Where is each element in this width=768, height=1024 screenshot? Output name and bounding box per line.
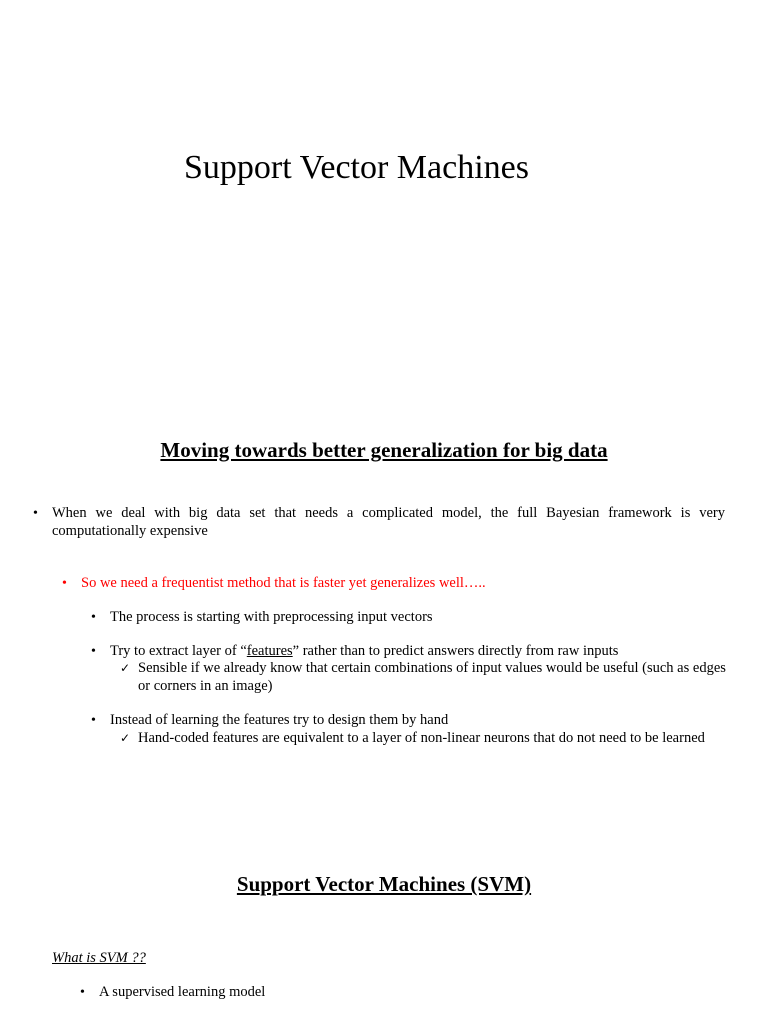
bullet-bayesian-cost: When we deal with big data set that needs a complicated model, the full Bayesian framework is very computationally expensive [52,505,725,539]
check-sensible-features: Sensible if we already know that certain combinations of input values would be useful (such as edges or corners in an image) [138,660,726,694]
bullet-icon: • [91,610,96,625]
bullet-design-by-hand: Instead of learning the features try to design them by hand [110,712,449,728]
bullet-frequentist-method: So we need a frequentist method that is faster yet generalizes well….. [81,575,486,591]
check-hand-coded-features: Hand-coded features are equivalent to a layer of non-linear neurons that do not need to be learned [138,730,705,746]
section-heading-generalization: Moving towards better generalization for big data [160,438,608,462]
bullet-icon: • [91,713,96,728]
bullet-text-before: Try to extract layer of “ [110,643,247,659]
features-term: features [246,643,293,659]
checkmark-icon: ✓ [120,731,131,745]
checkmark-icon: ✓ [120,661,131,675]
bullet-extract-features [110,643,725,661]
bullet-icon: • [80,985,85,1000]
bullet-icon: • [91,644,96,659]
bullet-icon: • [33,506,38,521]
bullet-text-after: ” rather than to predict answers directly from raw inputs [292,643,619,659]
slide-title: Support Vector Machines [184,149,529,186]
subheading-what-is-svm: What is SVM ?? [52,950,146,966]
bullet-icon: • [62,576,67,591]
bullet-supervised-model: A supervised learning model [99,984,266,1000]
bullet-preprocessing: The process is starting with preprocessing input vectors [110,609,433,625]
section-heading-svm: Support Vector Machines (SVM) [236,872,532,896]
